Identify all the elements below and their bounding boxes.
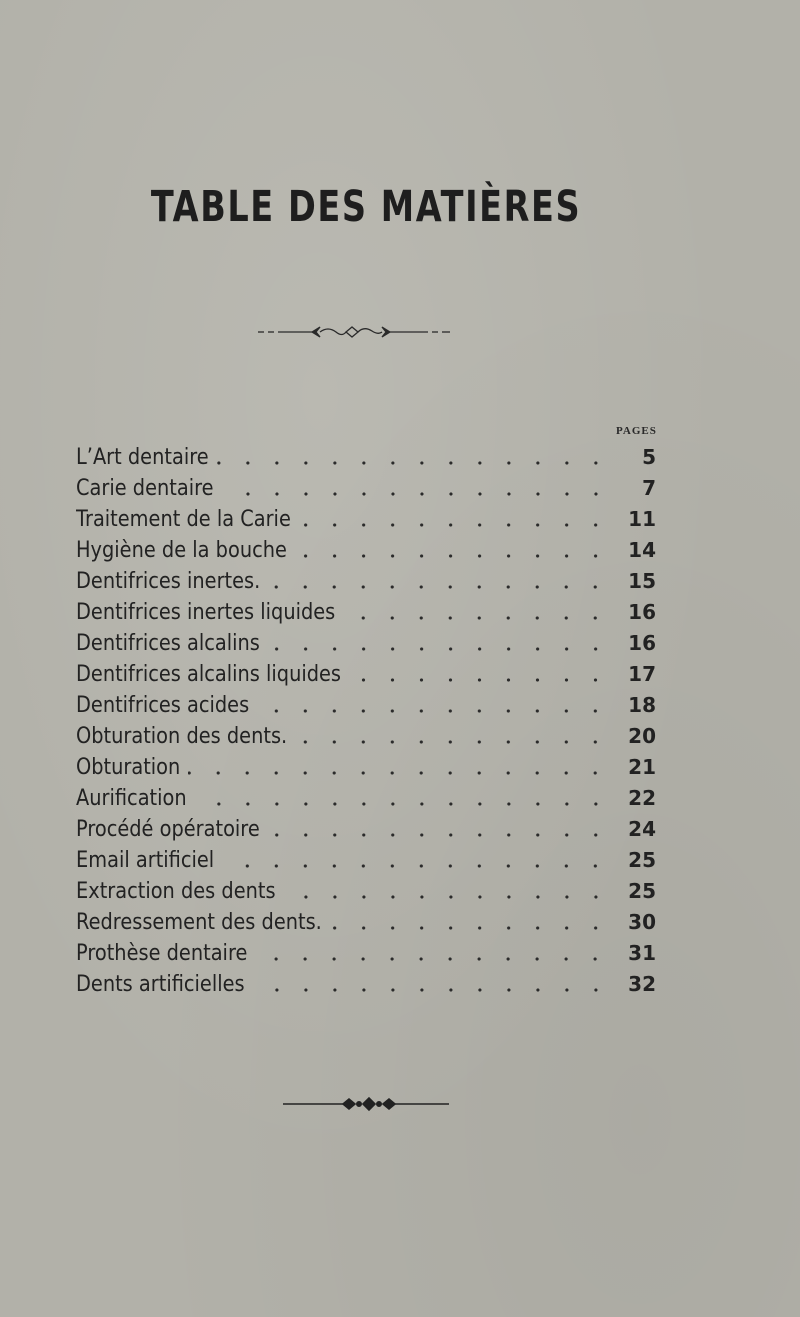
toc-entry	[76, 690, 656, 721]
dot-leader	[295, 554, 610, 558]
toc-entry	[76, 845, 656, 876]
toc-entry-label: Carie dentaire	[76, 476, 214, 501]
toc-entry-label: Email artificiel	[76, 848, 215, 873]
toc-entry-label: Dentifrices acides	[76, 693, 250, 718]
toc-entry-page-number: 32	[628, 972, 656, 996]
toc-entry-page-number: 30	[628, 910, 656, 934]
dot-leader	[349, 678, 610, 682]
toc-entry	[76, 752, 656, 783]
toc-entry	[76, 783, 656, 814]
scroll-divider-icon	[258, 320, 452, 344]
dot-leader	[222, 864, 610, 868]
page-title: TABLE DES MATIÈRES	[150, 182, 582, 232]
table-of-contents	[76, 442, 656, 1000]
dot-leader	[284, 895, 610, 899]
toc-entry	[76, 721, 656, 752]
toc-entry-label: Dentifrices alcalins	[76, 631, 260, 656]
dot-leader	[268, 585, 610, 589]
toc-entry-label: Dentifrices alcalins liquides	[76, 662, 342, 687]
dot-leader	[255, 957, 610, 961]
dot-leader	[188, 771, 610, 775]
toc-entry-label: Obturation	[76, 755, 181, 780]
toc-entry-page-number: 25	[628, 879, 656, 903]
toc-entry-page-number: 18	[628, 693, 656, 717]
scroll-divider-icon	[283, 1094, 451, 1114]
dot-leader	[222, 492, 610, 496]
toc-entry	[76, 969, 656, 1000]
toc-entry-label: Dentifrices inertes.	[76, 569, 261, 594]
toc-entry	[76, 907, 656, 938]
toc-entry-page-number: 17	[628, 662, 656, 686]
dot-leader	[330, 926, 610, 930]
toc-entry-label: Aurification	[76, 786, 187, 811]
pages-column-header: PAGES	[616, 425, 657, 437]
dot-leader	[268, 647, 610, 651]
toc-entry	[76, 597, 656, 628]
toc-entry	[76, 442, 656, 473]
toc-entry-label: Redressement des dents.	[76, 910, 322, 935]
toc-entry-page-number: 21	[628, 755, 656, 779]
toc-entry-label: Hygiène de la bouche	[76, 538, 287, 563]
toc-entry-label: Traitement de la Carie	[76, 507, 291, 532]
toc-entry-page-number: 24	[628, 817, 656, 841]
toc-entry-label: Dents artificielles	[76, 972, 245, 997]
toc-entry-label: Obturation des dents.	[76, 724, 288, 749]
toc-entry	[76, 876, 656, 907]
toc-entry	[76, 504, 656, 535]
dot-leader	[295, 740, 610, 744]
toc-entry	[76, 535, 656, 566]
toc-entry-page-number: 16	[628, 631, 656, 655]
toc-entry-page-number: 11	[628, 507, 656, 531]
toc-entry-page-number: 22	[628, 786, 656, 810]
toc-entry-label: Procédé opératoire	[76, 817, 260, 842]
toc-entry-page-number: 25	[628, 848, 656, 872]
toc-entry-page-number: 15	[628, 569, 656, 593]
toc-entry-label: Prothèse dentaire	[76, 941, 248, 966]
dot-leader	[268, 833, 610, 837]
dot-leader	[217, 461, 610, 465]
toc-entry	[76, 659, 656, 690]
toc-entry-label: Extraction des dents	[76, 879, 276, 904]
toc-entry	[76, 473, 656, 504]
toc-entry	[76, 814, 656, 845]
toc-entry	[76, 628, 656, 659]
dot-leader	[299, 523, 610, 527]
toc-entry	[76, 938, 656, 969]
toc-entry-page-number: 14	[628, 538, 656, 562]
toc-entry-page-number: 5	[642, 445, 656, 469]
toc-entry-page-number: 31	[628, 941, 656, 965]
dot-leader	[257, 709, 610, 713]
dot-leader	[343, 616, 610, 620]
toc-entry-label: Dentifrices inertes liquides	[76, 600, 336, 625]
dot-leader	[253, 988, 610, 992]
toc-entry-page-number: 20	[628, 724, 656, 748]
toc-entry	[76, 566, 656, 597]
dot-leader	[195, 802, 610, 806]
toc-entry-page-number: 7	[642, 476, 656, 500]
toc-entry-label: L’Art dentaire	[76, 445, 209, 470]
toc-entry-page-number: 16	[628, 600, 656, 624]
